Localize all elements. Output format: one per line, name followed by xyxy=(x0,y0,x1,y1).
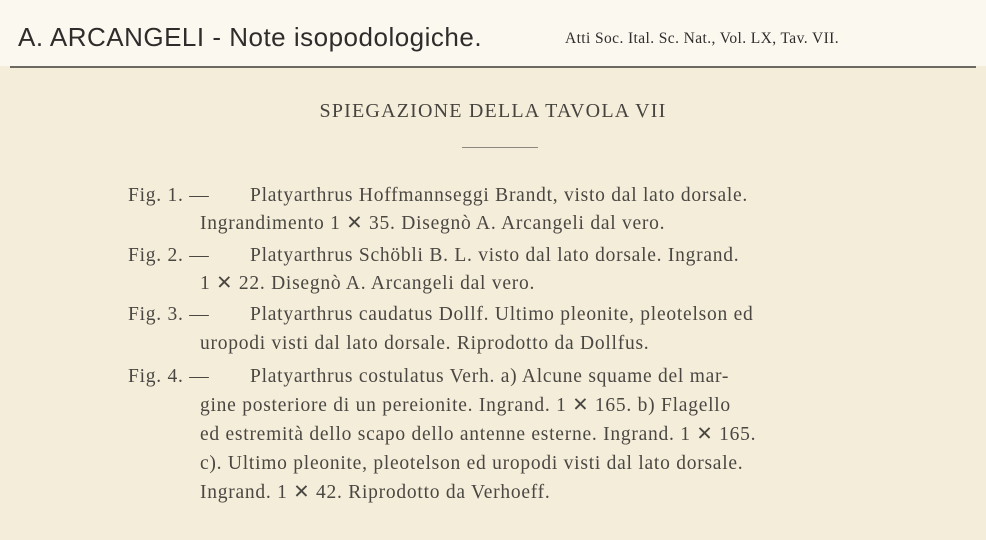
figure-1-line-1: Platyarthrus Hoffmannseggi Brandt, visto dal lato dorsale. xyxy=(250,185,749,206)
figure-1-label: Fig. 1. — xyxy=(128,185,210,206)
page-title: SPIEGAZIONE DELLA TAVOLA VII xyxy=(319,100,667,122)
header-journal-reference: Atti Soc. Ital. Sc. Nat., Vol. LX, Tav. VII. xyxy=(565,30,839,47)
figure-2-label: Fig. 2. — xyxy=(128,245,210,266)
running-header xyxy=(0,0,986,66)
figure-4-line-1: Platyarthrus costulatus Verh. a) Alcune squame del mar- xyxy=(250,366,730,387)
figure-3-label: Fig. 3. — xyxy=(128,304,210,325)
figure-4-line-5: Ingrand. 1 ✕ 42. Riprodotto da Verhoeff. xyxy=(200,482,551,503)
figure-4-line-4: c). Ultimo pleonite, pleotelson ed uropodi visti dal lato dorsale. xyxy=(200,453,744,474)
figure-4-line-2: gine posteriore di un pereionite. Ingrand. 1 ✕ 165. b) Flagello xyxy=(200,395,731,416)
figure-2-line-1: Platyarthrus Schöbli B. L. visto dal lato dorsale. Ingrand. xyxy=(250,245,740,266)
figure-4-label: Fig. 4. — xyxy=(128,366,210,387)
title-underline xyxy=(462,147,538,148)
header-author-title: A. ARCANGELI - Note isopodologiche. xyxy=(18,22,483,52)
figure-3-line-1: Platyarthrus caudatus Dollf. Ultimo pleonite, pleotelson ed xyxy=(250,304,754,325)
header-divider xyxy=(10,66,976,68)
figure-3-line-2: uropodi visti dal lato dorsale. Riprodotto da Dollfus. xyxy=(200,333,650,354)
figure-1-line-2: Ingrandimento 1 ✕ 35. Disegnò A. Arcangeli dal vero. xyxy=(200,213,666,234)
figure-4-line-3: ed estremità dello scapo dello antenne esterne. Ingrand. 1 ✕ 165. xyxy=(200,424,757,445)
figure-2-line-2: 1 ✕ 22. Disegnò A. Arcangeli dal vero. xyxy=(200,273,536,294)
